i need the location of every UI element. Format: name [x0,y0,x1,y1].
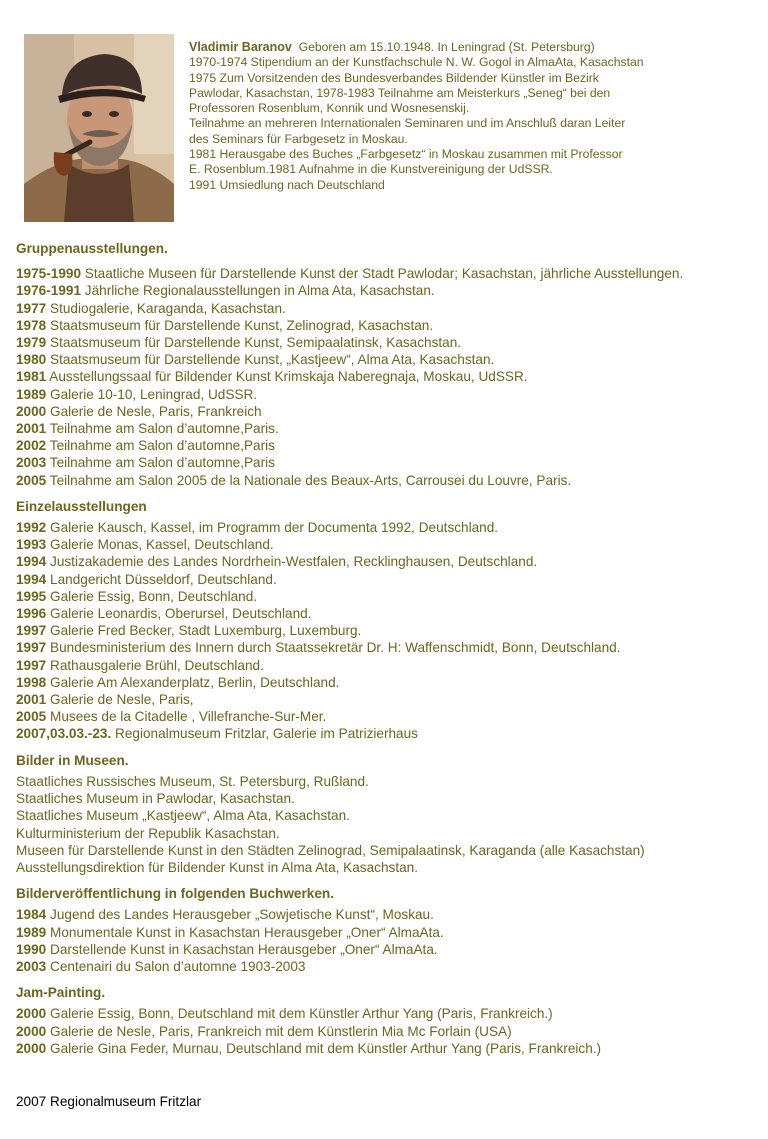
jam-painting-list [16,1005,756,1057]
entry-year: 1989 [16,386,47,402]
bio-line: 1991 Umsiedlung nach Deutschland [189,177,385,192]
list-item [16,282,756,299]
list-item [16,958,756,975]
list-item [16,657,756,674]
list-item [16,437,756,454]
entry-text: Jugend des Landes Herausgeber „Sowjetische Kunst“, Moskau. [50,907,434,923]
entry-year: 1979 [16,335,47,351]
entry-text: Darstellende Kunst in Kasachstan Herausgeber „Oner“ AlmaAta. [50,941,438,957]
entry-year: 1997 [16,657,47,673]
list-item [16,351,756,368]
entry-year: 1995 [16,588,47,604]
list-item: Museen für Darstellende Kunst in den Städten Zelinograd, Semipalaatinsk, Karaganda (alle Kasachstan) [16,842,645,858]
list-item [16,924,756,941]
entry-text: Galerie Kausch, Kassel, im Programm der Documenta 1992, Deutschland. [50,520,499,536]
books-list [16,906,756,975]
entry-year: 1994 [16,571,47,587]
entry-text: Staatsmuseum für Darstellende Kunst, Zelinograd, Kasachstan. [50,317,434,333]
section-title-museums: Bilder in Museen. [16,752,129,768]
group-exhibitions-list [16,265,756,489]
list-item [16,725,756,742]
section-title-solo-exhibitions: Einzelausstellungen [16,498,147,514]
entry-year: 1997 [16,623,47,639]
museums-list [16,773,756,876]
entry-text: Galerie Am Alexanderplatz, Berlin, Deutschland. [50,674,340,690]
entry-year: 2003 [16,958,47,974]
list-item [16,454,756,471]
entry-text: Centenairi du Salon d’automne 1903-2003 [50,958,306,974]
section-title-jam-painting: Jam-Painting. [16,985,106,1001]
list-item [16,386,756,403]
solo-exhibitions-list [16,519,756,743]
entry-text: Galerie Leonardis, Oberursel, Deutschland. [50,606,312,622]
list-item [16,519,756,536]
list-item [16,639,756,656]
entry-text: Jährliche Regionalausstellungen in Alma Ata, Kasachstan. [84,283,435,299]
bio-line: Pawlodar, Kasachstan, 1978-1983 Teilnahme am Meisterkurs „Seneg“ bei den [189,85,611,100]
entry-text: Staatliche Museen für Darstellende Kunst der Stadt Pawlodar; Kasachstan, jährliche Ausstellungen. [84,266,684,282]
list-item [16,472,756,489]
list-item [16,622,756,639]
list-item: Kulturministerium der Republik Kasachstan. [16,825,280,841]
entry-year: 1989 [16,924,47,940]
bio-first-line [189,40,749,55]
entry-year: 1984 [16,907,47,923]
bio-line: Professoren Rosenblum, Konnik und Wosnesenskij. [189,101,470,116]
entry-year: 2007,03.03.-23. [16,726,112,742]
entry-text: Teilnahme am Salon d’automne,Paris [49,438,275,454]
entry-year: 1997 [16,640,47,656]
entry-text: Teilnahme am Salon d’automne,Paris [49,455,275,471]
section-title-group-exhibitions: Gruppenausstellungen. [16,241,168,256]
list-item: Staatliches Russisches Museum, St. Petersburg, Rußland. [16,773,369,789]
list-item [16,906,756,923]
entry-text: Justizakademie des Landes Nordrhein-Westfalen, Recklinghausen, Deutschland. [50,554,538,570]
entry-year: 2003 [16,455,47,471]
entry-year: 1976-1991 [16,283,82,299]
list-item [16,691,756,708]
entry-text: Landgericht Düsseldorf, Deutschland. [50,571,277,587]
entry-year: 2002 [16,438,47,454]
bio-line: 1981 Herausgabe des Buches „Farbgesetz“ in Moskau zusammen mit Professor [189,147,623,162]
bio-line: 1970-1974 Stipendium an der Kunstfachschule N. W. Gogol in AlmaAta, Kasachstan [189,55,644,70]
entry-text: Rathausgalerie Brühl, Deutschland. [50,657,264,673]
entry-year: 2000 [16,1006,47,1022]
list-item [16,300,756,317]
list-item [16,588,756,605]
entry-year: 1992 [16,520,47,536]
bio-line: des Seminars für Farbgesetz in Moskau. [189,131,408,146]
entry-year: 1996 [16,606,47,622]
entry-text: Galerie 10-10, Leningrad, UdSSR. [50,386,258,402]
bio-birth-text: Geboren am 15.10.1948. In Leningrad (St. Petersburg) [298,40,595,54]
entry-text: Teilnahme am Salon 2005 de la Nationale des Beaux-Arts, Carrousei du Louvre, Paris. [49,472,572,488]
entry-year: 2005 [16,472,47,488]
list-item [16,536,756,553]
entry-text: Galerie Essig, Bonn, Deutschland mit dem Künstler Arthur Yang (Paris, Frankreich.) [50,1006,553,1022]
footer-caption: 2007 Regionalmuseum Fritzlar [16,1094,202,1109]
entry-year: 1993 [16,537,47,553]
list-item [16,1023,756,1040]
entry-text: Bundesministerium des Innern durch Staatssekretär Dr. H: Waffenschmidt, Bonn, Deutschland. [50,640,621,656]
entry-year: 1975-1990 [16,266,82,282]
artist-portrait-photo [24,34,174,222]
list-item [16,708,756,725]
entry-text: Galerie Fred Becker, Stadt Luxemburg, Luxemburg. [50,623,362,639]
entry-year: 2005 [16,709,47,725]
list-item [16,941,756,958]
list-item: Ausstellungsdirektion für Bildender Kunst in Alma Ata, Kasachstan. [16,859,418,875]
entry-year: 2000 [16,403,47,419]
entry-year: 2000 [16,1023,47,1039]
entry-text: Musees de la Citadelle , Villefranche-Sur-Mer. [50,709,327,725]
entry-text: Staatsmuseum für Darstellende Kunst, Semipaalatinsk, Kasachstan. [50,335,462,351]
list-item [16,317,756,334]
entry-year: 1990 [16,941,47,957]
list-item: Staatliches Museum „Kastjeew“, Alma Ata, Kasachstan. [16,808,350,824]
exhibition-list [16,240,756,1057]
entry-year: 2001 [16,421,47,437]
entry-year: 1978 [16,317,47,333]
entry-text: Studiogalerie, Karaganda, Kasachstan. [50,300,286,316]
entry-year: 1977 [16,300,47,316]
list-item [16,1040,756,1057]
list-item [16,403,756,420]
entry-text: Galerie Monas, Kassel, Deutschland. [50,537,274,553]
list-item [16,1005,756,1022]
bio-line: E. Rosenblum.1981 Aufnahme in die Kunstvereinigung der UdSSR. [189,162,553,177]
biography [189,40,749,193]
entry-text: Teilnahme am Salon d’automne,Paris. [49,421,279,437]
entry-year: 1998 [16,674,47,690]
entry-text: Galerie de Nesle, Paris, Frankreich mit dem Künstlerin Mia Mc Forlain (USA) [50,1023,512,1039]
list-item [16,334,756,351]
bio-line: Teilnahme an mehreren Internationalen Seminaren und im Anschluß daran Leiter [189,116,626,131]
entry-year: 2000 [16,1040,47,1056]
list-item: Staatliches Museum in Pawlodar, Kasachstan. [16,791,295,807]
entry-text: Galerie de Nesle, Paris, [50,692,194,708]
list-item [16,674,756,691]
list-item [16,368,756,385]
list-item [16,553,756,570]
entry-year: 1994 [16,554,47,570]
entry-text: Ausstellungssaal für Bildender Kunst Krimskaja Naberegnaja, Moskau, UdSSR. [49,369,528,385]
entry-text: Galerie Gina Feder, Murnau, Deutschland mit dem Künstler Arthur Yang (Paris, Frankreich.) [50,1040,602,1056]
entry-text: Galerie de Nesle, Paris, Frankreich [50,403,262,419]
entry-year: 2001 [16,692,47,708]
list-item [16,571,756,588]
entry-text: Regionalmuseum Fritzlar, Galerie im Patrizierhaus [115,726,418,742]
section-title-books: Bilderveröffentlichung in folgenden Buchwerken. [16,886,334,902]
list-item [16,605,756,622]
entry-text: Galerie Essig, Bonn, Deutschland. [50,588,258,604]
entry-text: Monumentale Kunst in Kasachstan Herausgeber „Oner“ AlmaAta. [50,924,444,940]
entry-year: 1981 [16,369,47,385]
list-item [16,420,756,437]
list-item [16,265,756,282]
entry-year: 1980 [16,352,47,368]
bio-line: 1975 Zum Vorsitzenden des Bundesverbandes Bildender Künstler im Bezirk [189,70,599,85]
entry-text: Staatsmuseum für Darstellende Kunst, „Kastjeew“, Alma Ata, Kasachstan. [50,352,495,368]
artist-name: Vladimir Baranov [189,40,292,54]
